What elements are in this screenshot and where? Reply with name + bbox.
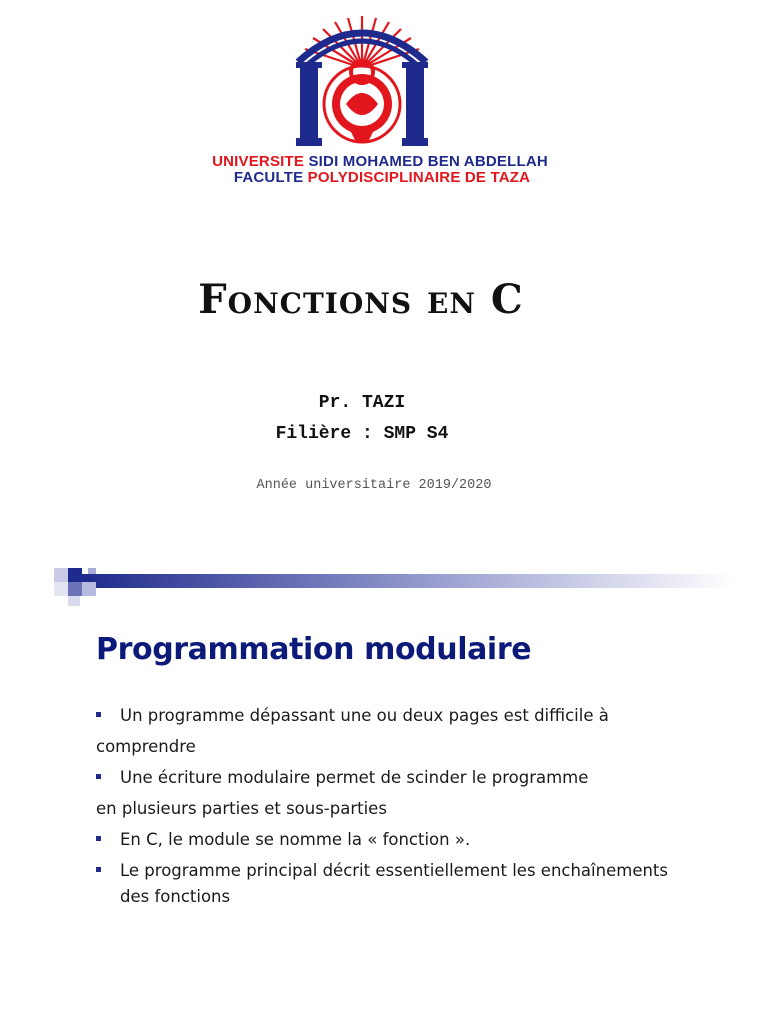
list-item	[96, 824, 676, 855]
list-item	[96, 855, 676, 910]
university-logo	[288, 12, 436, 148]
bullet-text: En C, le module se nomme la « fonction ».	[120, 830, 471, 849]
university-name-blue: SIDI MOHAMED BEN ABDELLAH	[304, 153, 548, 170]
bullet-text: Un programme dépassant une ou deux pages est difficile à	[120, 706, 609, 725]
author-name: Pr. TAZI	[318, 393, 406, 413]
list-item	[96, 762, 676, 793]
bullet-text: Le programme principal décrit essentiellement les enchaînements des fonctions	[120, 861, 668, 906]
university-name	[0, 153, 764, 170]
bullet-icon	[96, 712, 101, 717]
bullet-text: Une écriture modulaire permet de scinder le programme	[120, 768, 589, 787]
bullet-icon	[96, 867, 101, 872]
slide-title: Programmation modulaire	[96, 632, 532, 667]
list-item	[96, 700, 676, 731]
slide-header-decoration	[54, 568, 734, 608]
faculty-name-blue: FACULTE	[233, 169, 304, 186]
program-name: Filière : SMP S4	[275, 424, 449, 444]
bullet-icon	[96, 774, 101, 779]
faculty-name-red: POLYDISCIPLINAIRE DE TAZA	[303, 169, 531, 186]
bullet-list	[96, 700, 676, 910]
academic-year: Année universitaire 2019/2020	[256, 478, 492, 493]
bullet-icon	[96, 836, 101, 841]
university-name-red: UNIVERSITE	[212, 153, 305, 170]
presentation-title: Fonctions en C	[198, 276, 524, 323]
list-item-continuation: comprendre	[96, 737, 196, 756]
list-item-continuation: en plusieurs parties et sous-parties	[96, 799, 387, 818]
faculty-name	[0, 169, 766, 186]
